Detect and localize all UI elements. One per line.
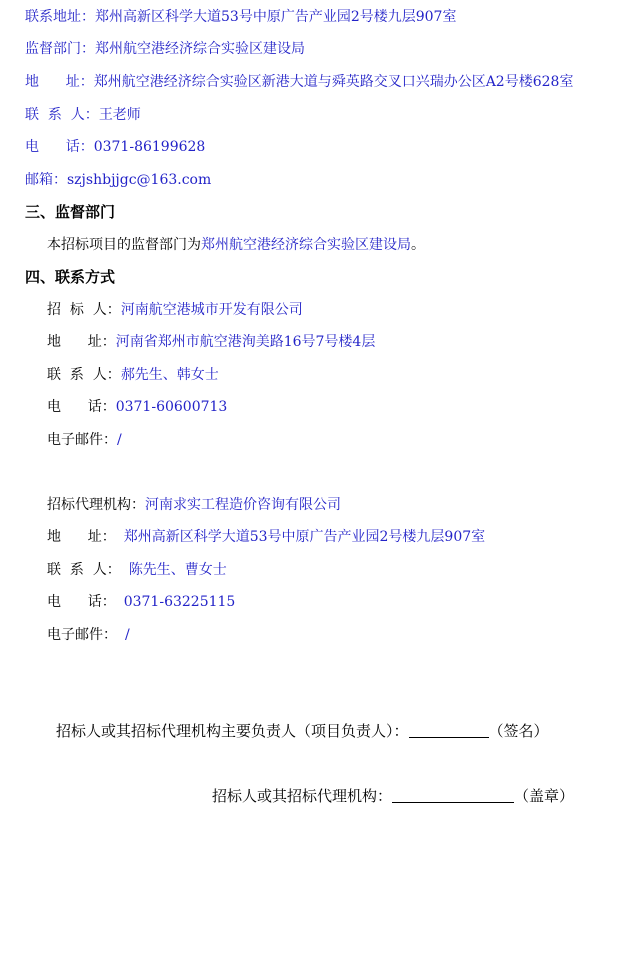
- tenderer-email-line: [47, 431, 122, 449]
- tenderer-phone-label: 电 话：: [47, 399, 116, 415]
- signature-suffix: （签名）: [488, 722, 549, 740]
- supervisor-label: 监督部门：: [25, 41, 95, 57]
- contact-address-value: 郑州高新区科学大道53号中原广告产业园2号楼九层907室: [95, 9, 457, 25]
- tenderer-address-value: 河南省郑州市航空港洵美路16号7号楼4层: [115, 334, 376, 350]
- agent-contact-line: [47, 561, 227, 579]
- agent-name-line: [47, 496, 341, 514]
- phone-line: [25, 138, 205, 156]
- location-line: [25, 73, 573, 91]
- email-label: 邮箱：: [25, 172, 67, 188]
- seal-suffix: （盖章）: [514, 787, 575, 805]
- supervisor-value: 郑州航空港经济综合实验区建设局: [95, 41, 305, 57]
- contact-address-line: [25, 8, 456, 26]
- section3-supervisor-name: 郑州航空港经济综合实验区建设局: [201, 237, 411, 253]
- agent-contact-value: 陈先生、曹女士: [128, 562, 227, 578]
- contact-person-line: [25, 106, 141, 124]
- contact-person-value: 王老师: [98, 107, 141, 123]
- agent-email-line: [47, 626, 130, 644]
- section3-text-suffix: 。: [411, 237, 425, 253]
- agent-phone-line: [47, 593, 235, 611]
- phone-value: 0371-86199628: [93, 139, 206, 155]
- agent-email-value: /: [125, 627, 130, 643]
- email-line: [25, 171, 211, 189]
- contact-person-label: 联 系 人：: [25, 107, 99, 123]
- seal-line: [212, 787, 574, 805]
- agent-name-value: 河南求实工程造价咨询有限公司: [145, 497, 341, 513]
- tenderer-email-label: 电子邮件：: [47, 432, 117, 448]
- agent-phone-label: 电 话：: [47, 594, 116, 610]
- location-label: 地 址：: [25, 74, 94, 90]
- tenderer-contact-label: 联 系 人：: [47, 367, 121, 383]
- agent-name-label: 招标代理机构：: [47, 497, 145, 513]
- seal-label: 招标人或其招标代理机构：: [212, 787, 393, 805]
- tenderer-name-label: 招 标 人：: [47, 302, 121, 318]
- tenderer-address-line: [47, 333, 375, 351]
- signature-line: [56, 722, 549, 740]
- section4-heading: 四、联系方式: [25, 268, 116, 286]
- section3-text-prefix: 本招标项目的监督部门为: [47, 237, 201, 253]
- agent-address-line: [47, 528, 485, 546]
- tenderer-phone-value: 0371-60600713: [115, 399, 228, 415]
- supervisor-line: [25, 40, 305, 58]
- agent-contact-label: 联 系 人：: [47, 562, 121, 578]
- tenderer-phone-line: [47, 398, 227, 416]
- tenderer-email-value: /: [117, 432, 122, 448]
- tenderer-name-value: 河南航空港城市开发有限公司: [120, 302, 303, 318]
- seal-blank[interactable]: [392, 788, 514, 803]
- agent-email-label: 电子邮件：: [47, 627, 117, 643]
- signature-blank[interactable]: [409, 723, 489, 738]
- agent-phone-value: 0371-63225115: [123, 594, 236, 610]
- tenderer-address-label: 地 址：: [47, 334, 116, 350]
- phone-label: 电 话：: [25, 139, 94, 155]
- email-value[interactable]: szjshbjjgc@163.com: [67, 172, 212, 188]
- location-value: 郑州航空港经济综合实验区新港大道与舜英路交叉口兴瑞办公区A2号楼628室: [93, 74, 574, 90]
- signature-label: 招标人或其招标代理机构主要负责人（项目负责人）：: [56, 722, 409, 740]
- agent-address-value: 郑州高新区科学大道53号中原广告产业园2号楼九层907室: [123, 529, 486, 545]
- section3-heading: 三、监督部门: [25, 203, 116, 221]
- tenderer-name-line: [47, 301, 303, 319]
- tenderer-contact-value: 郝先生、韩女士: [120, 367, 219, 383]
- contact-address-label: 联系地址：: [25, 9, 95, 25]
- tenderer-contact-line: [47, 366, 219, 384]
- section3-text: [47, 236, 425, 254]
- agent-address-label: 地 址：: [47, 529, 116, 545]
